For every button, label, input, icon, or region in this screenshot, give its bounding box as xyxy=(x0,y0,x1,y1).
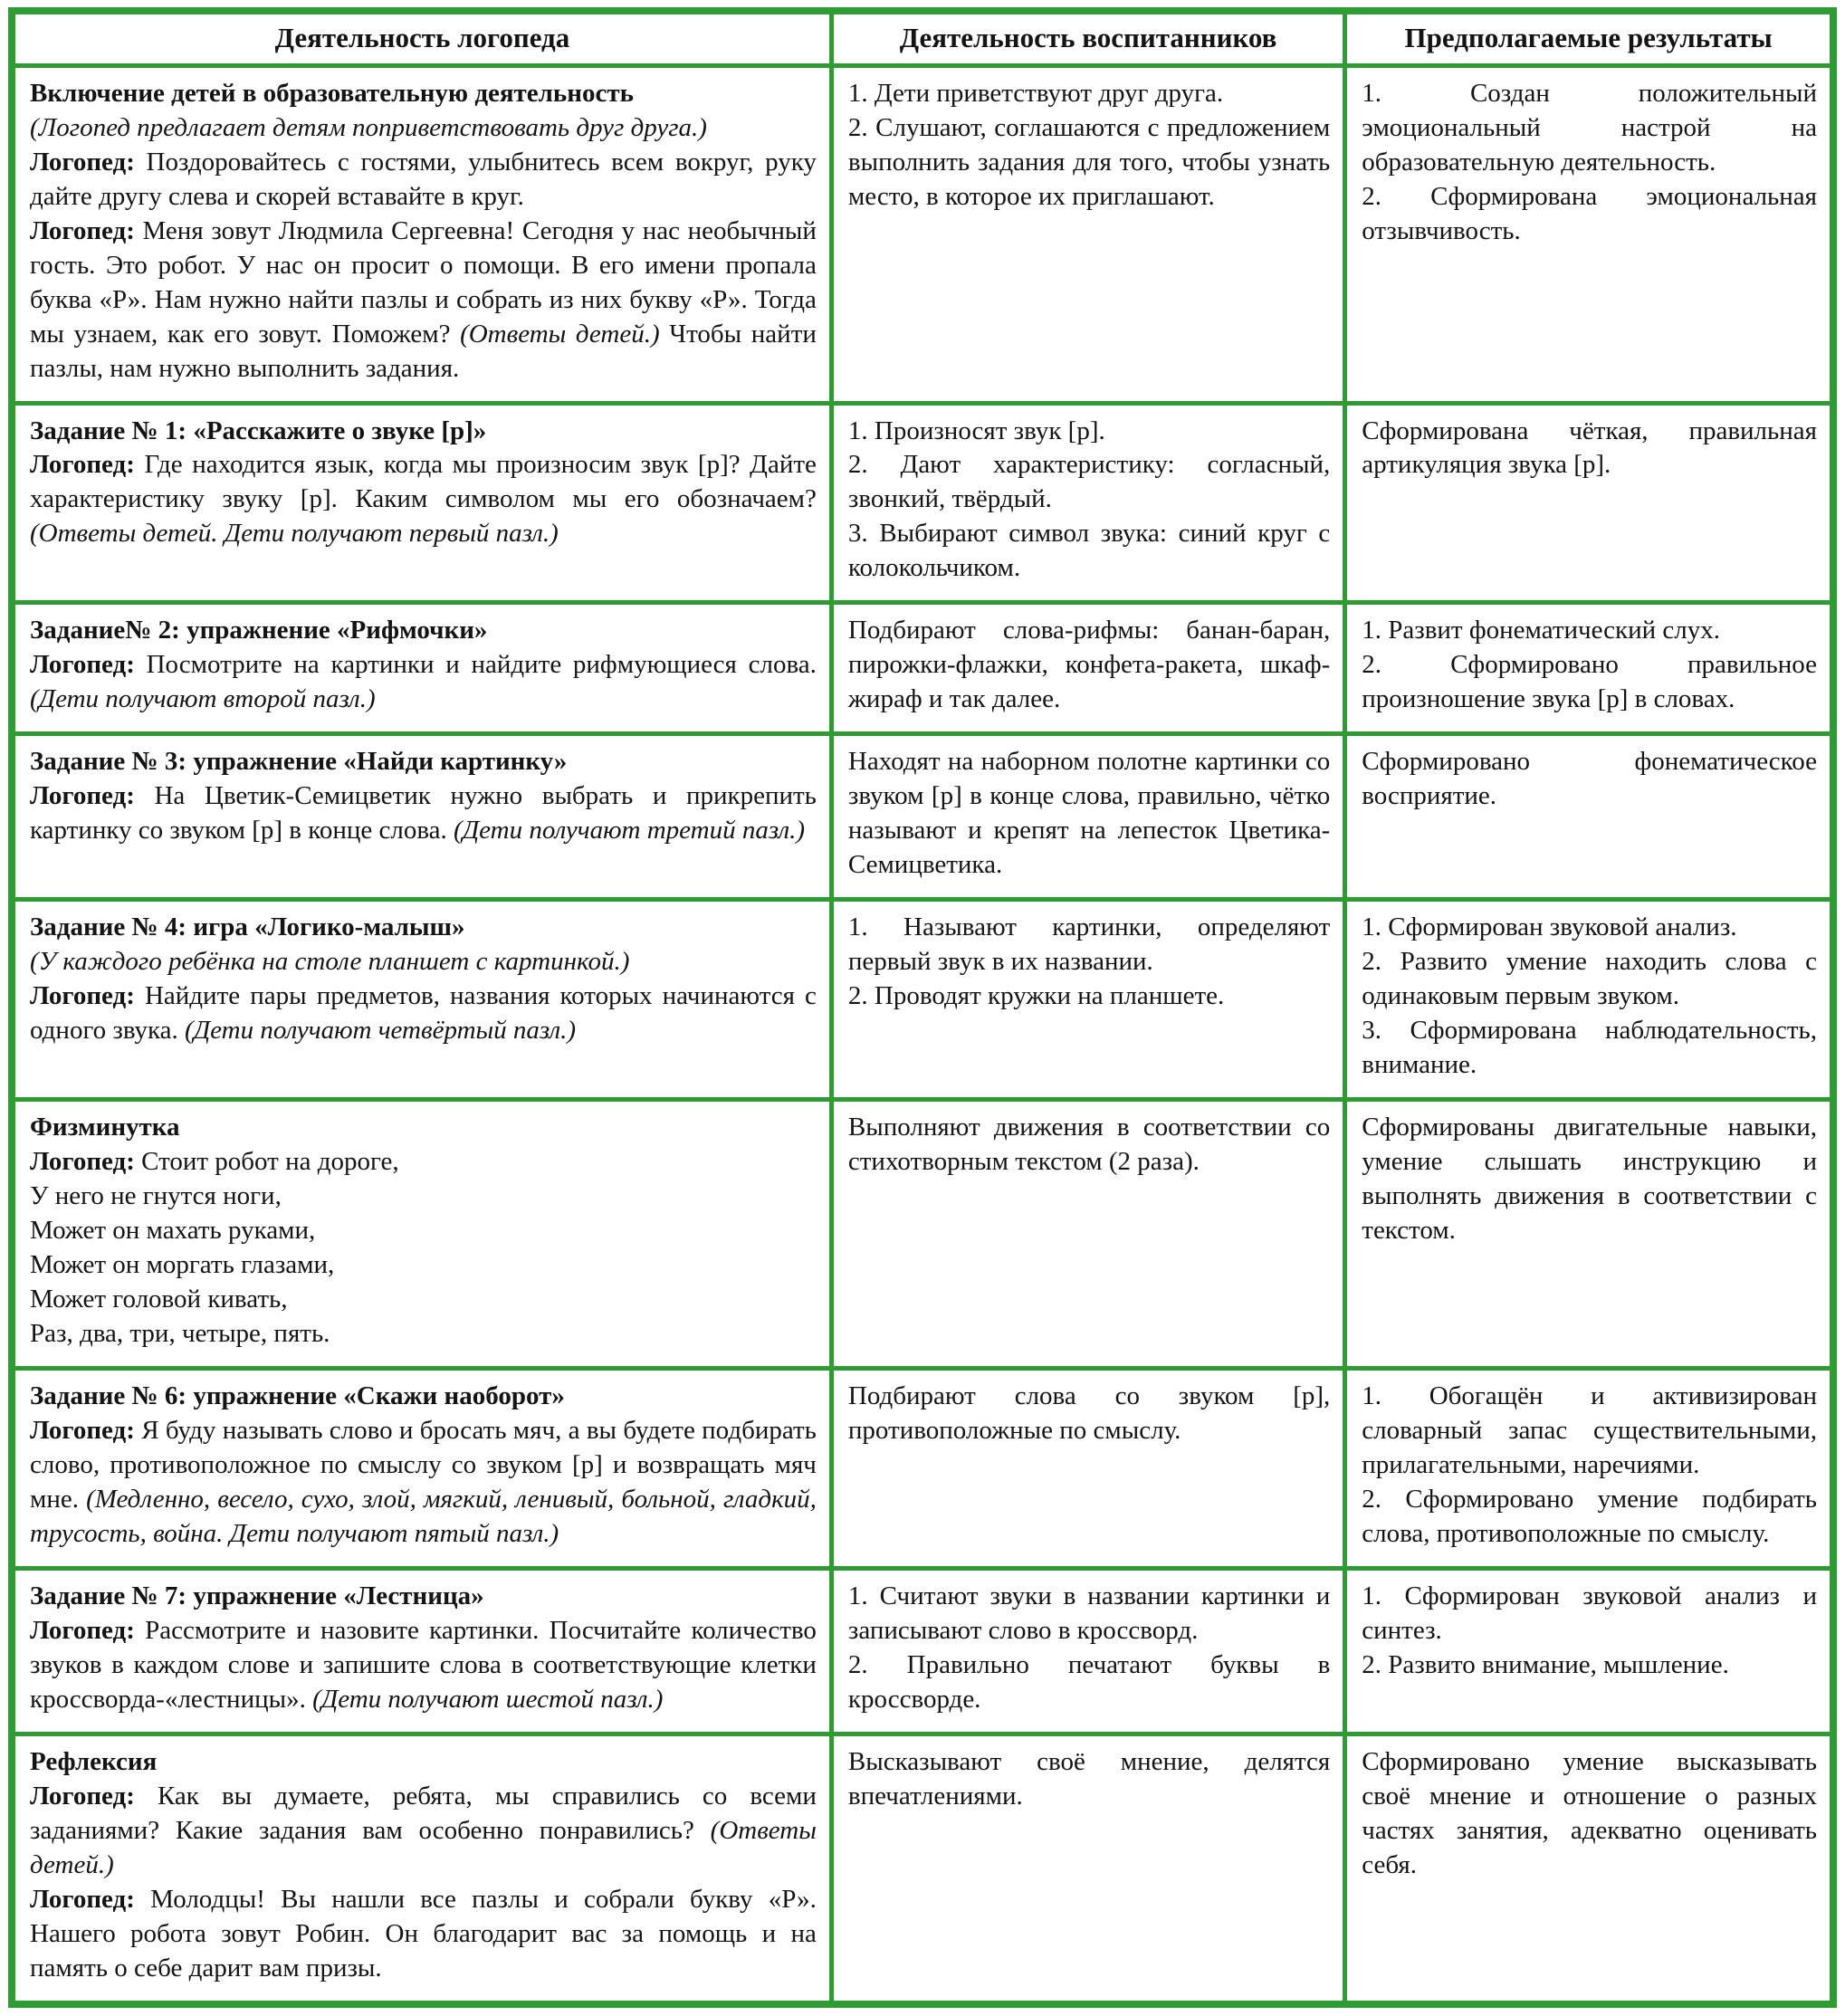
text: Рассмотрите и назовите картинки. Посчитайте количество звуков в каждом слове и запишите слова в соответствующие клетки кроссворда-«лестницы». xyxy=(30,1616,817,1714)
text: 3. Сформирована наблюдательность, внимание. xyxy=(1362,1016,1817,1080)
children-activity-cell xyxy=(831,1100,1344,1369)
logoped-activity-cell xyxy=(12,403,831,603)
text-bold: Логопед: xyxy=(30,781,155,811)
paragraph xyxy=(30,215,817,387)
text-bold: Задание № 1: «Расскажите о звуке [р]» xyxy=(30,416,487,445)
paragraph xyxy=(848,911,1330,979)
paragraph xyxy=(30,979,817,1048)
paragraph xyxy=(30,945,817,979)
expected-results-cell xyxy=(1345,603,1833,734)
paragraph xyxy=(1362,1014,1817,1083)
paragraph xyxy=(1362,1111,1817,1248)
paragraph xyxy=(1362,614,1817,648)
paragraph xyxy=(1362,415,1817,483)
text: 2. Развито умение находить слова с одинаковым первым звуком. xyxy=(1362,947,1817,1011)
text: 1. Сформирован звуковой анализ. xyxy=(1362,912,1737,942)
table-row xyxy=(12,900,1833,1100)
logoped-activity-cell xyxy=(12,65,831,403)
paragraph xyxy=(1362,180,1817,249)
header-expected-results: Предполагаемые результаты xyxy=(1345,11,1833,65)
text-italic: (Ответы детей.) xyxy=(30,1815,817,1879)
text-italic: (Ответы детей.) xyxy=(460,319,660,349)
paragraph xyxy=(30,111,817,146)
text: 1. Развит фонематический слух. xyxy=(1362,616,1721,645)
paragraph xyxy=(30,1780,817,1883)
paragraph xyxy=(848,1111,1330,1180)
paragraph xyxy=(1362,77,1817,180)
text: 1. Сформирован звуковой анализ и синтез. xyxy=(1362,1581,1817,1646)
text-bold: Логопед: xyxy=(30,147,147,177)
text-bold: Задание № 7: упражнение «Лестница» xyxy=(30,1581,484,1611)
text: Где находится язык, когда мы произносим звук [р]? Дайте характеристику звуку [р]. Каким символом мы его обозначаем? xyxy=(30,450,817,514)
paragraph xyxy=(30,614,817,648)
text: Подбирают слова со звуком [р], противоположные по смыслу. xyxy=(847,1381,1331,1446)
text: Найдите пары предметов, названия которых начинаются с одного звука. xyxy=(30,981,817,1046)
text-bold: Логопед: xyxy=(30,450,145,480)
text: 2. Сформирована эмоциональная отзывчивость. xyxy=(1362,181,1817,245)
text: Стоит робот на дороге, xyxy=(141,1147,399,1177)
paragraph xyxy=(30,146,817,215)
text-bold: Задание № 3: упражнение «Найди картинку» xyxy=(30,747,568,777)
table-row xyxy=(12,1369,1833,1569)
text: 1. Обогащён и активизирован словарный запас существительными, прилагательными, наречиями. xyxy=(1362,1381,1817,1480)
table-row xyxy=(12,603,1833,734)
paragraph xyxy=(30,415,817,449)
children-activity-cell xyxy=(831,1569,1344,1734)
paragraph xyxy=(1362,745,1817,814)
expected-results-cell xyxy=(1345,900,1833,1100)
text-bold: Задание № 4: игра «Логико-малыш» xyxy=(30,912,465,942)
paragraph xyxy=(30,648,817,717)
text: Меня зовут Людмила Сергеевна! Сегодня у нас необычный гость. Это робот. У нас он просит о помощи. В его имени пропала буква «Р». Нам нужно найти пазлы и собрать из них букву «Р». Тогда мы узнаем, как его зовут. Поможем? xyxy=(30,215,817,349)
text-italic: (Логопед предлагает детям поприветствовать друг друга.) xyxy=(30,112,707,142)
paragraph xyxy=(848,1745,1330,1814)
paragraph xyxy=(30,1283,817,1317)
text-bold: Рефлексия xyxy=(30,1746,158,1776)
text: Может он махать руками, xyxy=(30,1216,316,1246)
paragraph xyxy=(848,448,1330,517)
paragraph xyxy=(848,1380,1330,1448)
children-activity-cell xyxy=(831,900,1344,1100)
expected-results-cell xyxy=(1345,403,1833,603)
expected-results-cell xyxy=(1345,1734,1833,2003)
text: Поздоровайтесь с гостями, улыбнитесь всем вокруг, руку дайте другу слева и скорей вставайте в круг. xyxy=(30,147,817,211)
text-bold: Логопед: xyxy=(30,1416,142,1446)
paragraph xyxy=(30,1248,817,1283)
text-bold: Логопед: xyxy=(30,1616,146,1646)
header-children-activity: Деятельность воспитанников xyxy=(831,11,1344,65)
paragraph xyxy=(30,1614,817,1717)
paragraph xyxy=(30,1745,817,1780)
text: Может он моргать глазами, xyxy=(30,1250,335,1280)
paragraph xyxy=(848,979,1330,1014)
paragraph xyxy=(848,111,1330,215)
expected-results-cell xyxy=(1345,1369,1833,1569)
paragraph xyxy=(30,1380,817,1414)
text: Как вы думаете, ребята, мы справились со всеми заданиями? Какие задания вам особенно понравились? xyxy=(30,1781,817,1845)
text: 1. Называют картинки, определяют первый звук в их названии. xyxy=(847,912,1331,977)
lesson-plan-table xyxy=(8,7,1837,2008)
text: 1. Произносят звук [р]. xyxy=(847,416,1105,445)
paragraph xyxy=(30,1580,817,1614)
text-italic: (Дети получают четвёртый пазл.) xyxy=(185,1016,577,1046)
header-row xyxy=(12,11,1833,65)
paragraph xyxy=(1362,648,1817,717)
logoped-activity-cell xyxy=(12,900,831,1100)
children-activity-cell xyxy=(831,603,1344,734)
text: Сформировано фонематическое восприятие. xyxy=(1362,747,1817,811)
text: Выполняют движения в соответствии со стихотворным текстом (2 раза). xyxy=(847,1113,1331,1177)
logoped-activity-cell xyxy=(12,1100,831,1369)
paragraph xyxy=(1362,1745,1817,1883)
text-bold: Логопед: xyxy=(30,1781,158,1811)
text: Я буду называть слово и бросать мяч, а вы будете подбирать слово, противоположное по смыслу со звуком [р] и возвращать мяч мне. xyxy=(30,1416,817,1514)
table-body xyxy=(12,65,1833,2004)
table-row xyxy=(12,1100,1833,1369)
text: 3. Выбирают символ звука: синий круг с колокольчиком. xyxy=(847,519,1331,583)
text-italic: (Ответы детей. Дети получают первый пазл.) xyxy=(30,519,559,549)
text: 2. Правильно печатают буквы в кроссворде. xyxy=(847,1650,1331,1714)
text: На Цветик-Семицветик нужно выбрать и прикрепить картинку со звуком [р] в конце слова. xyxy=(30,781,817,846)
table-row xyxy=(12,1734,1833,2003)
text: Молодцы! Вы нашли все пазлы и собрали букву «Р». Нашего робота зовут Робин. Он благодарит вас за помощь и на память о себе дарит вам призы. xyxy=(30,1884,817,1983)
paragraph xyxy=(1362,945,1817,1014)
text: Может головой кивать, xyxy=(30,1285,288,1314)
table-row xyxy=(12,734,1833,900)
table-row xyxy=(12,65,1833,403)
paragraph xyxy=(1362,1483,1817,1552)
paragraph xyxy=(848,1648,1330,1717)
expected-results-cell xyxy=(1345,1100,1833,1369)
text: 2. Дают характеристику: согласный, звонкий, твёрдый. xyxy=(847,450,1331,514)
text: 2. Сформировано правильное произношение звука [р] в словах. xyxy=(1362,650,1817,714)
paragraph xyxy=(848,517,1330,586)
text-bold: Физминутка xyxy=(30,1113,180,1142)
paragraph xyxy=(30,1317,817,1352)
text-italic: (Дети получают третий пазл.) xyxy=(454,816,805,846)
text-italic: (У каждого ребёнка на столе планшет с картинкой.) xyxy=(30,947,630,977)
text: 1. Считают звуки в названии картинки и записывают слово в кроссворд. xyxy=(847,1581,1331,1646)
text-bold: Логопед: xyxy=(30,215,143,245)
text: 1. Дети приветствуют друг друга. xyxy=(847,78,1224,108)
text: 2. Развито внимание, мышление. xyxy=(1362,1650,1729,1680)
text: 1. Создан положительный эмоциональный настрой на образовательную деятельность. xyxy=(1362,78,1817,177)
paragraph xyxy=(848,614,1330,717)
children-activity-cell xyxy=(831,1369,1344,1569)
paragraph xyxy=(848,745,1330,883)
text: Сформировано умение высказывать своё мнение и отношение о разных частях занятия, адекватно оценивать себя. xyxy=(1362,1746,1817,1879)
paragraph xyxy=(30,1414,817,1552)
text: 2. Слушают, соглашаются с предложением выполнить задания для того, чтобы узнать место, в которое их приглашают. xyxy=(847,112,1331,211)
expected-results-cell xyxy=(1345,1569,1833,1734)
paragraph xyxy=(30,1180,817,1214)
paragraph xyxy=(1362,911,1817,945)
text: Сформированы двигательные навыки, умение слышать инструкцию и выполнять движения в соответствии с текстом. xyxy=(1362,1113,1817,1246)
children-activity-cell xyxy=(831,1734,1344,2003)
paragraph xyxy=(30,77,817,111)
text-bold: Логопед: xyxy=(30,1147,142,1177)
text-italic: (Медленно, весело, сухо, злой, мягкий, ленивый, больной, гладкий, трусость, война. Дети получают пятый пазл.) xyxy=(30,1485,817,1549)
text: 2. Сформировано умение подбирать слова, противоположные по смыслу. xyxy=(1362,1485,1817,1549)
logoped-activity-cell xyxy=(12,734,831,900)
paragraph xyxy=(1362,1380,1817,1483)
text: Находят на наборном полотне картинки со звуком [р] в конце слова, правильно, чётко называют и крепят на лепесток Цветика-Семицветика. xyxy=(847,747,1331,880)
paragraph xyxy=(30,1214,817,1248)
paragraph xyxy=(1362,1648,1817,1683)
text-bold: Логопед: xyxy=(30,650,147,680)
paragraph xyxy=(30,779,817,848)
text-bold: Задание № 6: упражнение «Скажи наоборот» xyxy=(30,1381,565,1411)
children-activity-cell xyxy=(831,65,1344,403)
text: У него не гнутся ноги, xyxy=(30,1181,282,1211)
paragraph xyxy=(30,911,817,945)
logoped-activity-cell xyxy=(12,603,831,734)
paragraph xyxy=(30,448,817,551)
text-bold: Логопед: xyxy=(30,981,145,1011)
text: Раз, два, три, четыре, пять. xyxy=(30,1319,330,1349)
table-row xyxy=(12,1569,1833,1734)
expected-results-cell xyxy=(1345,65,1833,403)
paragraph xyxy=(30,1111,817,1145)
table-row xyxy=(12,403,1833,603)
paragraph xyxy=(1362,1580,1817,1648)
text: Подбирают слова-рифмы: банан-баран, пирожки-флажки, конфета-ракета, шкаф-жираф и так далее. xyxy=(847,616,1331,714)
table-header xyxy=(12,11,1833,65)
children-activity-cell xyxy=(831,734,1344,900)
expected-results-cell xyxy=(1345,734,1833,900)
paragraph xyxy=(30,1145,817,1180)
paragraph xyxy=(848,77,1330,111)
text-italic: (Дети получают шестой пазл.) xyxy=(312,1685,664,1714)
text-bold: Логопед: xyxy=(30,1884,151,1914)
text: Посмотрите на картинки и найдите рифмующиеся слова. xyxy=(146,650,817,680)
text: Высказывают своё мнение, делятся впечатлениями. xyxy=(847,1746,1331,1811)
text-italic: (Дети получают второй пазл.) xyxy=(30,684,376,714)
paragraph xyxy=(848,1580,1330,1648)
text-bold: Задание№ 2: упражнение «Рифмочки» xyxy=(30,616,488,645)
logoped-activity-cell xyxy=(12,1569,831,1734)
logoped-activity-cell xyxy=(12,1369,831,1569)
text: Чтобы найти пазлы, нам нужно выполнить задания. xyxy=(30,319,817,383)
logoped-activity-cell xyxy=(12,1734,831,2003)
text: Сформирована чёткая, правильная артикуляция звука [р]. xyxy=(1362,416,1817,480)
paragraph xyxy=(30,1883,817,1986)
children-activity-cell xyxy=(831,403,1344,603)
paragraph xyxy=(848,415,1330,449)
paragraph xyxy=(30,745,817,779)
header-logoped-activity: Деятельность логопеда xyxy=(12,11,831,65)
text-bold: Включение детей в образовательную деятельность xyxy=(30,78,634,108)
text: 2. Проводят кружки на планшете. xyxy=(847,981,1225,1011)
